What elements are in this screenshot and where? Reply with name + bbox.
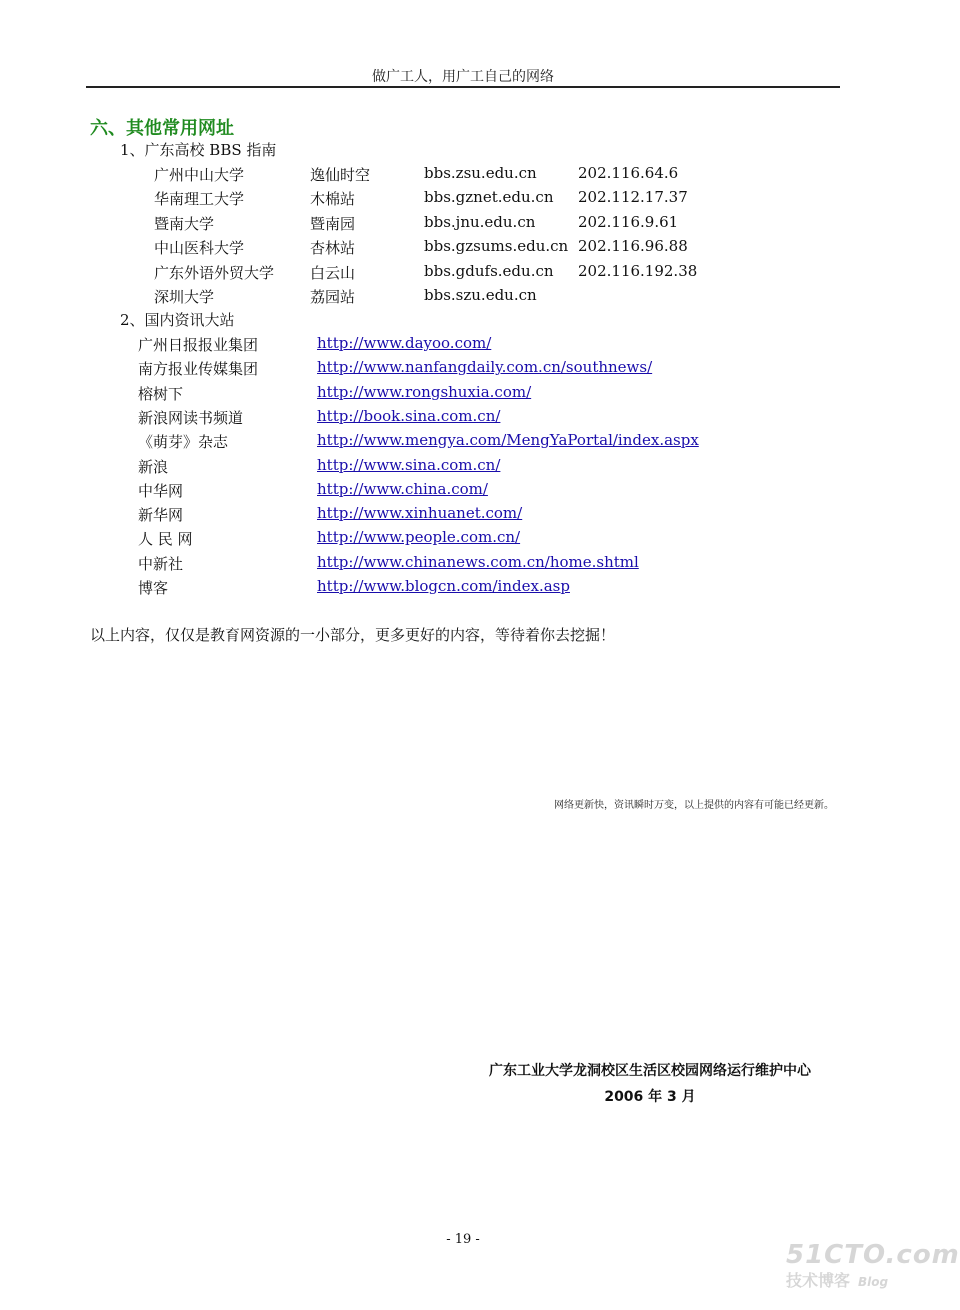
header-rule xyxy=(86,86,840,88)
watermark-logo xyxy=(786,1240,960,1300)
bbs-domain: bbs.szu.edu.cn xyxy=(424,286,537,304)
bbs-ip: 202.116.192.38 xyxy=(578,261,698,280)
bbs-domain: bbs.gdufs.edu.cn xyxy=(424,261,554,280)
watermark-main: 51CTO.com xyxy=(786,1240,960,1270)
news-site-name: 榕树下 xyxy=(138,384,184,403)
watermark-sub xyxy=(786,1268,916,1291)
bbs-subtitle: 1、广东高校 BBS 指南 xyxy=(120,141,277,159)
watermark-sub-text: 技术博客 xyxy=(786,1271,851,1290)
update-note: 网络更新快，资讯瞬时万变，以上提供的内容有可能已经更新。 xyxy=(554,800,834,811)
bbs-domain: bbs.gzsums.edu.cn xyxy=(424,237,569,256)
signature-date: 2006 年 3 月 xyxy=(604,1089,696,1105)
bbs-domain: bbs.zsu.edu.cn xyxy=(424,164,537,182)
page-header-title: 做广工人，用广工自己的网络 xyxy=(372,69,554,85)
bbs-ip: 202.116.9.61 xyxy=(578,212,679,231)
news-site-name: 中新社 xyxy=(138,554,184,573)
section-title: 六、其他常用网址 xyxy=(90,118,234,139)
bbs-domain: bbs.gznet.edu.cn xyxy=(424,188,554,207)
news-site-link[interactable]: http://www.nanfangdaily.com.cn/southnews/ xyxy=(317,358,653,377)
page-number: - 19 - xyxy=(446,1232,480,1247)
news-site-link[interactable]: http://www.people.com.cn/ xyxy=(317,528,521,547)
bbs-school: 暨南大学 xyxy=(154,214,215,233)
bbs-school: 华南理工大学 xyxy=(154,190,245,209)
bbs-station-name: 逸仙时空 xyxy=(310,166,371,184)
bbs-station-name: 木棉站 xyxy=(310,190,356,209)
news-site-link[interactable]: http://www.mengya.com/MengYaPortal/index.aspx xyxy=(317,431,699,450)
bbs-ip: 202.116.96.88 xyxy=(578,237,688,256)
bbs-school: 中山医科大学 xyxy=(154,239,245,258)
bbs-domain: bbs.jnu.edu.cn xyxy=(424,212,536,231)
bbs-ip: 202.112.17.37 xyxy=(578,188,688,207)
bbs-school: 广州中山大学 xyxy=(154,166,245,184)
news-site-link[interactable]: http://www.xinhuanet.com/ xyxy=(317,504,523,523)
news-site-link[interactable]: http://www.chinanews.com.cn/home.shtml xyxy=(317,552,639,571)
news-site-name: 人 民 网 xyxy=(138,530,193,549)
bbs-school: 深圳大学 xyxy=(154,288,215,306)
bbs-station-name: 暨南园 xyxy=(310,214,356,233)
news-subtitle: 2、国内资讯大站 xyxy=(120,311,235,329)
news-site-link[interactable]: http://www.dayoo.com/ xyxy=(317,334,492,352)
organization-signature: 广东工业大学龙洞校区生活区校园网络运行维护中心 xyxy=(489,1063,811,1079)
news-site-link[interactable]: http://www.blogcn.com/index.asp xyxy=(317,577,570,595)
news-site-link[interactable]: http://www.china.com/ xyxy=(317,479,488,498)
news-site-name: 《萌芽》杂志 xyxy=(138,433,229,452)
news-site-name: 南方报业传媒集团 xyxy=(138,360,259,379)
news-site-name: 新浪网读书频道 xyxy=(138,408,244,427)
bbs-station-name: 白云山 xyxy=(310,263,356,282)
bbs-station-name: 杏林站 xyxy=(310,239,356,258)
bbs-school: 广东外语外贸大学 xyxy=(154,263,275,282)
news-site-name: 广州日报报业集团 xyxy=(138,336,259,354)
news-site-name: 博客 xyxy=(138,579,169,597)
news-site-name: 新浪 xyxy=(138,457,169,476)
news-site-link[interactable]: http://www.rongshuxia.com/ xyxy=(317,382,532,401)
bbs-station-name: 荔园站 xyxy=(310,288,356,306)
news-site-name: 新华网 xyxy=(138,506,184,525)
watermark-blog: Blog xyxy=(858,1275,889,1289)
news-site-link[interactable]: http://book.sina.com.cn/ xyxy=(317,406,501,425)
news-site-name: 中华网 xyxy=(138,481,184,500)
bbs-ip: 202.116.64.6 xyxy=(578,164,679,182)
news-site-link[interactable]: http://www.sina.com.cn/ xyxy=(317,455,501,474)
summary-text: 以上内容，仅仅是教育网资源的一小部分，更多更好的内容，等待着你去挖掘！ xyxy=(90,626,616,644)
